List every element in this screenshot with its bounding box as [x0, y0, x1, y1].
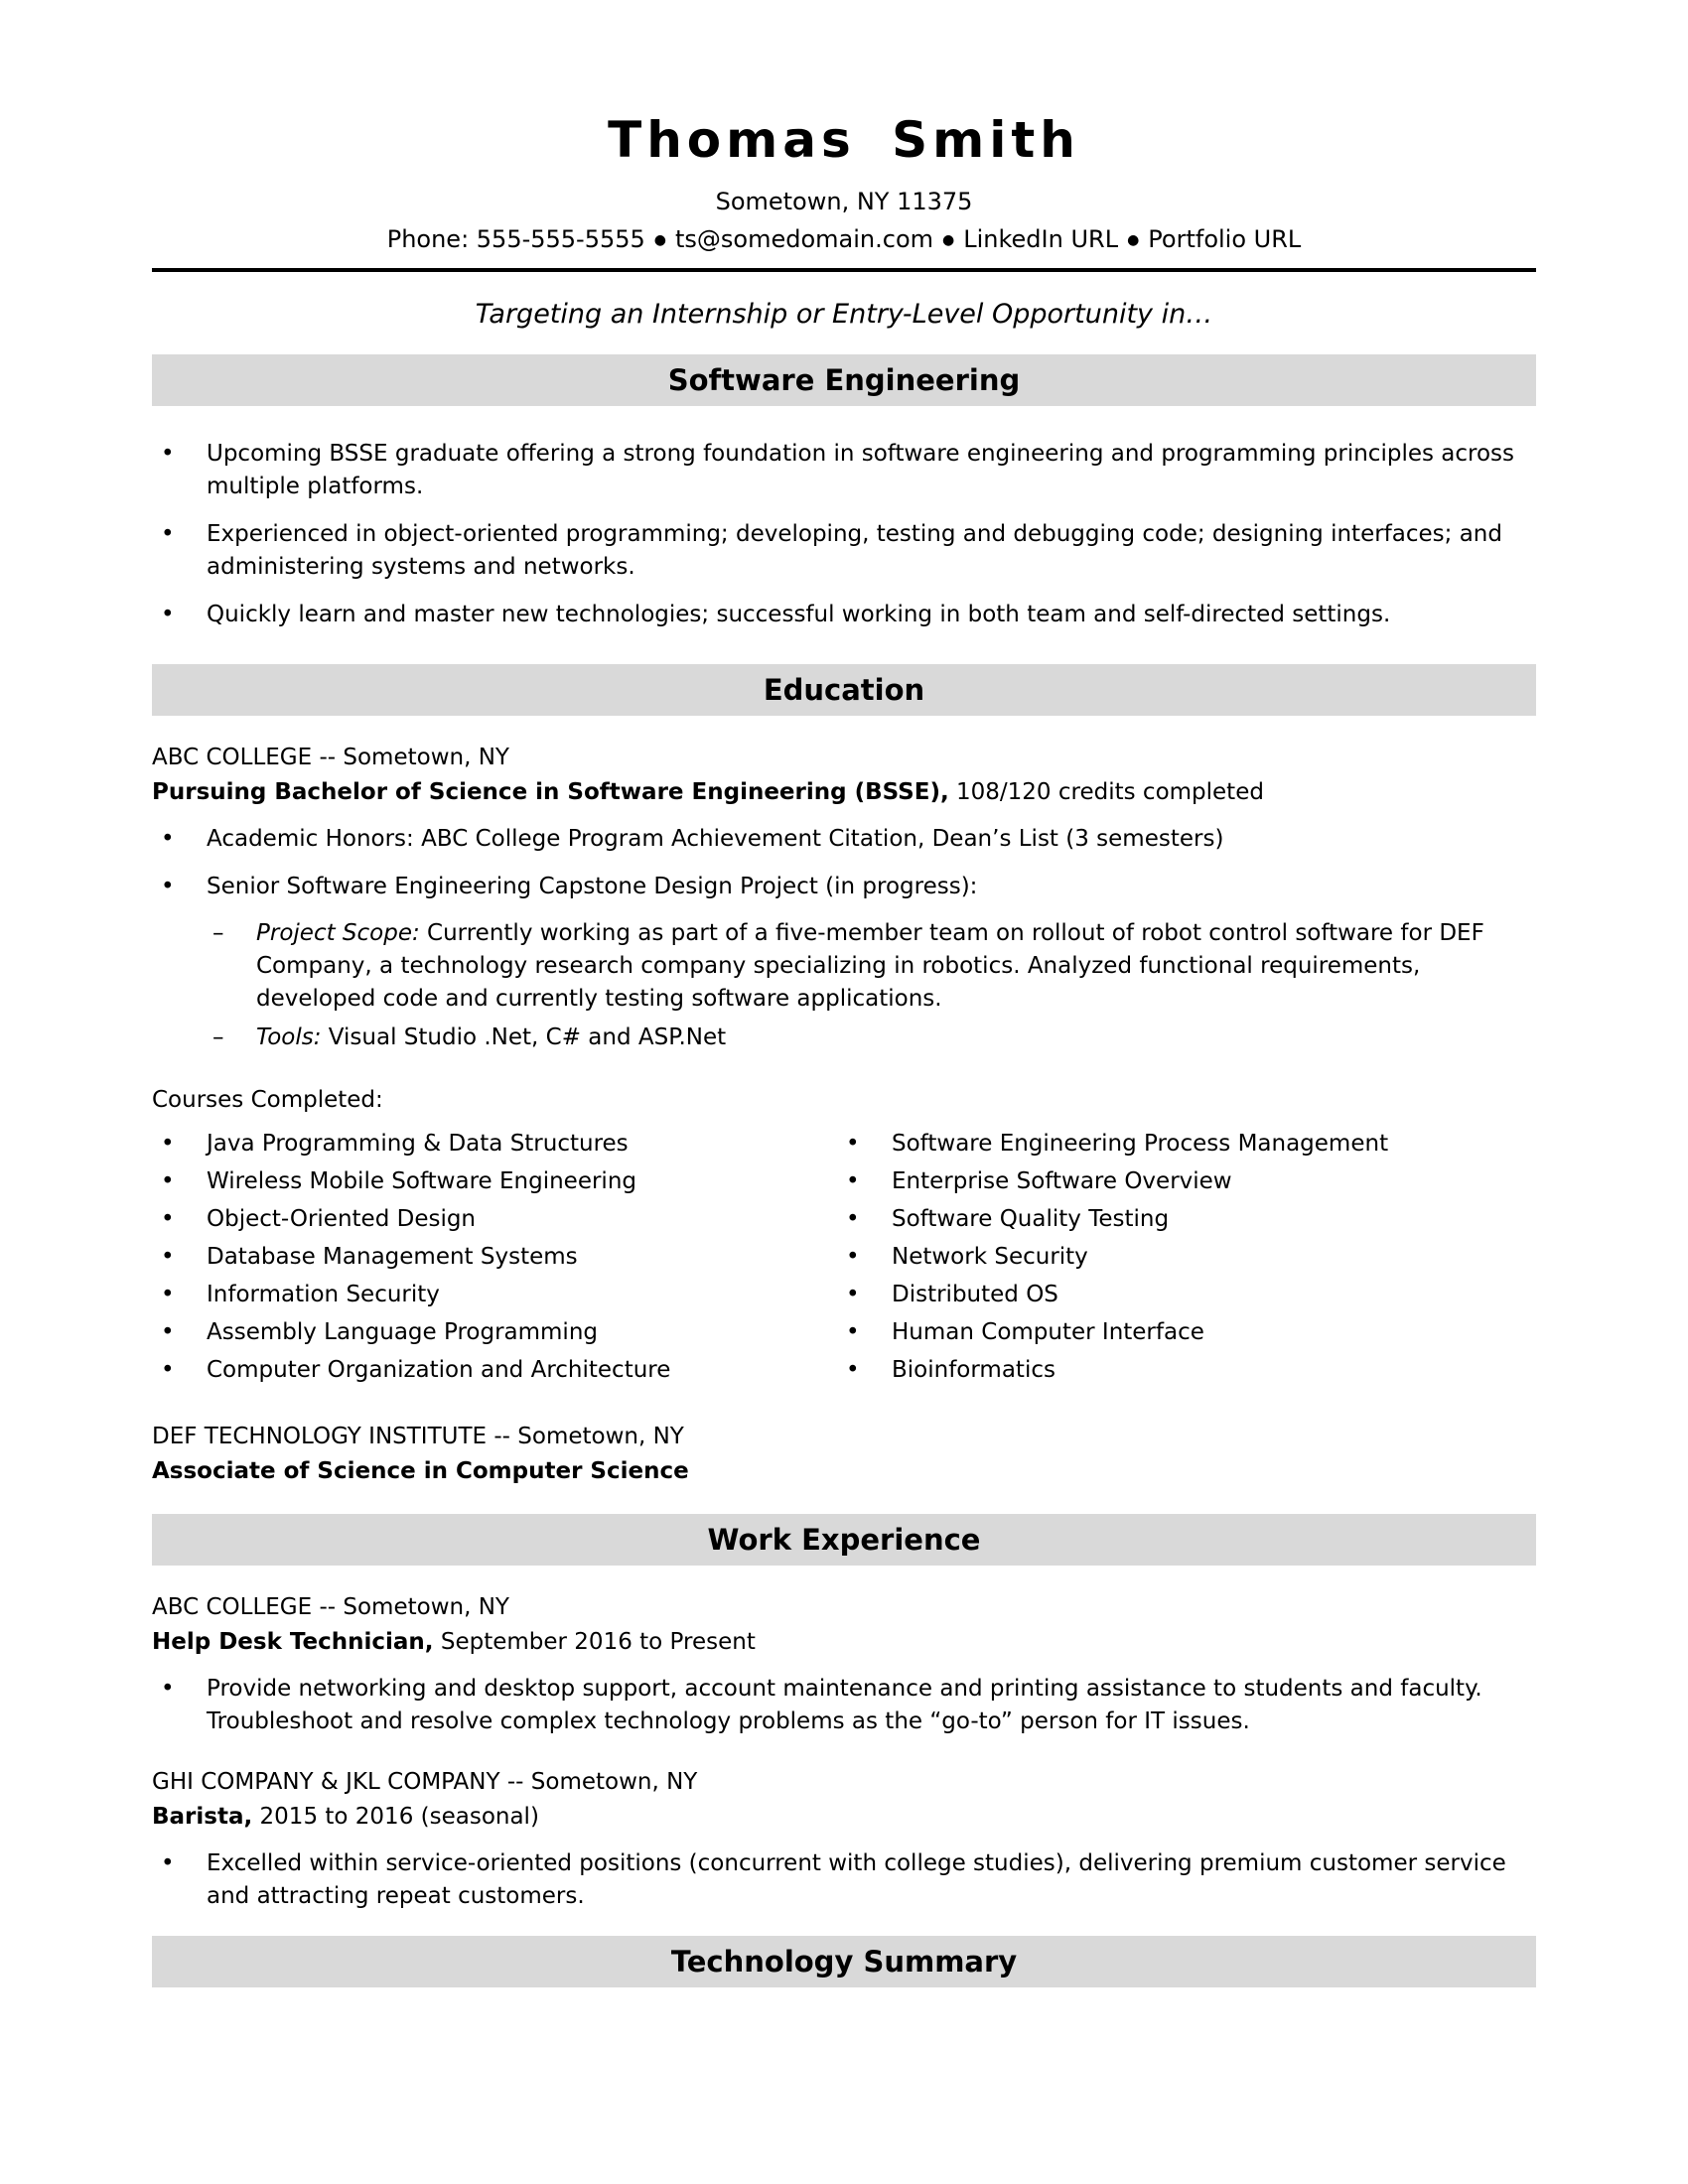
course-text: Software Quality Testing: [892, 1206, 1170, 1232]
section-header-technology-summary: [152, 1936, 1536, 1987]
bullet-item: [152, 518, 1536, 584]
job-bullet-list: [152, 1673, 1536, 1738]
bullet-icon: •: [161, 826, 175, 852]
bullet-icon: •: [846, 1244, 860, 1270]
section-header-education: [152, 664, 1536, 716]
section-title: Technology Summary: [670, 1945, 1018, 1979]
sub-bullet-body: Visual Studio .Net, C# and ASP.Net: [321, 1024, 727, 1050]
bullet-text: Experienced in object-oriented programming; developing, testing and debugging code; designing interfaces; and administering systems and networks.: [207, 521, 1502, 580]
phone-text: Phone: 555-555-5555: [386, 225, 645, 253]
bullet-item: [152, 1847, 1536, 1913]
job-dates: 2015 to 2016 (seasonal): [252, 1804, 539, 1830]
bullet-item: [152, 1673, 1536, 1738]
bullet-text: Senior Software Engineering Capstone Design Project (in progress):: [207, 874, 978, 899]
header-divider: [152, 268, 1536, 272]
person-name: Thomas Smith: [608, 111, 1080, 169]
section-header-work-experience: [152, 1514, 1536, 1566]
bullet-icon: •: [846, 1131, 860, 1157]
degree-title: Pursuing Bachelor of Science in Software Engineering (BSSE),: [152, 779, 949, 805]
bullet-icon: •: [846, 1282, 860, 1307]
course-item: [837, 1125, 1536, 1162]
email-text: ts@somedomain.com: [675, 225, 934, 253]
bullet-icon: •: [161, 1850, 175, 1876]
portfolio-text: Portfolio URL: [1148, 225, 1302, 253]
bullet-item: [152, 823, 1536, 856]
course-text: Database Management Systems: [207, 1244, 578, 1270]
dot-separator-icon: ●: [1127, 232, 1140, 248]
course-text: Network Security: [892, 1244, 1088, 1270]
course-text: Human Computer Interface: [892, 1319, 1204, 1345]
bullet-icon: •: [161, 602, 175, 627]
course-text: Assembly Language Programming: [207, 1319, 598, 1345]
degree-line: [152, 1455, 1536, 1488]
school-name: DEF TECHNOLOGY INSTITUTE -- Sometown, NY: [152, 1424, 684, 1449]
sub-bullet-text: [256, 917, 1536, 1016]
school-name: ABC COLLEGE -- Sometown, NY: [152, 745, 509, 770]
courses-completed-label: Courses Completed:: [152, 1087, 383, 1113]
course-item: [837, 1162, 1536, 1200]
bullet-text: Excelled within service-oriented positions (concurrent with college studies), delivering premium customer service and attracting repeat customers.: [207, 1850, 1506, 1909]
summary-bullet-list: [152, 438, 1536, 631]
job-role-line: [152, 1801, 1536, 1834]
linkedin-text: LinkedIn URL: [963, 225, 1119, 253]
course-text: Distributed OS: [892, 1282, 1058, 1307]
dot-separator-icon: ●: [653, 232, 667, 248]
sub-bullet-body: Currently working as part of a five-member team on rollout of robot control software for DEF Company, a technology research company specializing in robotics. Analyzed functional requirements, developed code and currently testing software applications.: [256, 920, 1484, 1012]
course-text: Information Security: [207, 1282, 440, 1307]
capstone-sub-bullet-list: [152, 917, 1536, 1054]
bullet-text: Provide networking and desktop support, account maintenance and printing assistance to students and faculty. Troubleshoot and resolve complex technology problems as the “go-to” person for IT issues.: [207, 1676, 1482, 1734]
sub-bullet-label: Tools:: [256, 1024, 322, 1050]
bullet-item: [152, 599, 1536, 631]
courses-column-right: [837, 1125, 1536, 1389]
section-header-software-engineering: [152, 354, 1536, 406]
courses-list: [152, 1125, 1536, 1389]
contact-line: [152, 224, 1536, 255]
section-title: Education: [763, 673, 925, 707]
bullet-icon: •: [161, 441, 175, 467]
dash-icon: –: [212, 1024, 224, 1050]
course-item: [152, 1238, 837, 1276]
course-item: [152, 1276, 837, 1313]
sub-bullet-label: Project Scope:: [256, 920, 420, 946]
tagline: Targeting an Internship or Entry-Level Opportunity in…: [475, 299, 1213, 330]
bullet-icon: •: [846, 1357, 860, 1383]
course-item: [837, 1351, 1536, 1389]
course-item: [837, 1200, 1536, 1238]
bullet-icon: •: [846, 1168, 860, 1194]
course-item: [152, 1125, 837, 1162]
course-item: [152, 1162, 837, 1200]
job-dates: September 2016 to Present: [433, 1629, 756, 1655]
course-item: [152, 1351, 837, 1389]
course-text: Object-Oriented Design: [207, 1206, 477, 1232]
sub-bullet-item: [152, 1022, 1536, 1054]
course-item: [837, 1313, 1536, 1351]
course-text: Computer Organization and Architecture: [207, 1357, 671, 1383]
bullet-text: Academic Honors: ABC College Program Achievement Citation, Dean’s List (3 semesters): [207, 826, 1224, 852]
bullet-icon: •: [161, 1168, 175, 1194]
job-bullet-list: [152, 1847, 1536, 1913]
bullet-icon: •: [161, 1676, 175, 1702]
employer-name: ABC COLLEGE -- Sometown, NY: [152, 1594, 509, 1620]
degree-detail: 108/120 credits completed: [948, 779, 1264, 805]
course-item: [152, 1200, 837, 1238]
sub-bullet-item: [152, 917, 1536, 1016]
course-item: [152, 1313, 837, 1351]
bullet-icon: •: [161, 1206, 175, 1232]
education-bullet-list: [152, 823, 1536, 903]
course-text: Wireless Mobile Software Engineering: [207, 1168, 637, 1194]
bullet-icon: •: [161, 521, 175, 547]
bullet-icon: •: [161, 1282, 175, 1307]
course-text: Bioinformatics: [892, 1357, 1055, 1383]
bullet-icon: •: [846, 1206, 860, 1232]
course-item: [837, 1238, 1536, 1276]
dot-separator-icon: ●: [942, 232, 955, 248]
degree-line: [152, 776, 1536, 809]
bullet-icon: •: [161, 1319, 175, 1345]
sub-bullet-text: [256, 1022, 1536, 1054]
course-text: Java Programming & Data Structures: [207, 1131, 629, 1157]
bullet-text: Upcoming BSSE graduate offering a strong foundation in software engineering and programming principles across multiple platforms.: [207, 441, 1515, 499]
courses-column-left: [152, 1125, 837, 1389]
section-title: Software Engineering: [667, 363, 1021, 397]
course-text: Software Engineering Process Management: [892, 1131, 1389, 1157]
bullet-icon: •: [161, 874, 175, 899]
employer-name: GHI COMPANY & JKL COMPANY -- Sometown, NY: [152, 1769, 698, 1795]
job-title: Barista,: [152, 1804, 253, 1830]
bullet-icon: •: [846, 1319, 860, 1345]
bullet-item: [152, 871, 1536, 903]
bullet-icon: •: [161, 1244, 175, 1270]
course-item: [837, 1276, 1536, 1313]
job-title: Help Desk Technician,: [152, 1629, 434, 1655]
bullet-text: Quickly learn and master new technologies; successful working in both team and self-directed settings.: [207, 602, 1391, 627]
bullet-item: [152, 438, 1536, 503]
dash-icon: –: [212, 920, 224, 946]
section-title: Work Experience: [707, 1523, 981, 1557]
course-text: Enterprise Software Overview: [892, 1168, 1232, 1194]
bullet-icon: •: [161, 1357, 175, 1383]
location-line: Sometown, NY 11375: [715, 188, 973, 215]
bullet-icon: •: [161, 1131, 175, 1157]
job-role-line: [152, 1626, 1536, 1659]
degree-title: Associate of Science in Computer Science: [152, 1458, 689, 1484]
